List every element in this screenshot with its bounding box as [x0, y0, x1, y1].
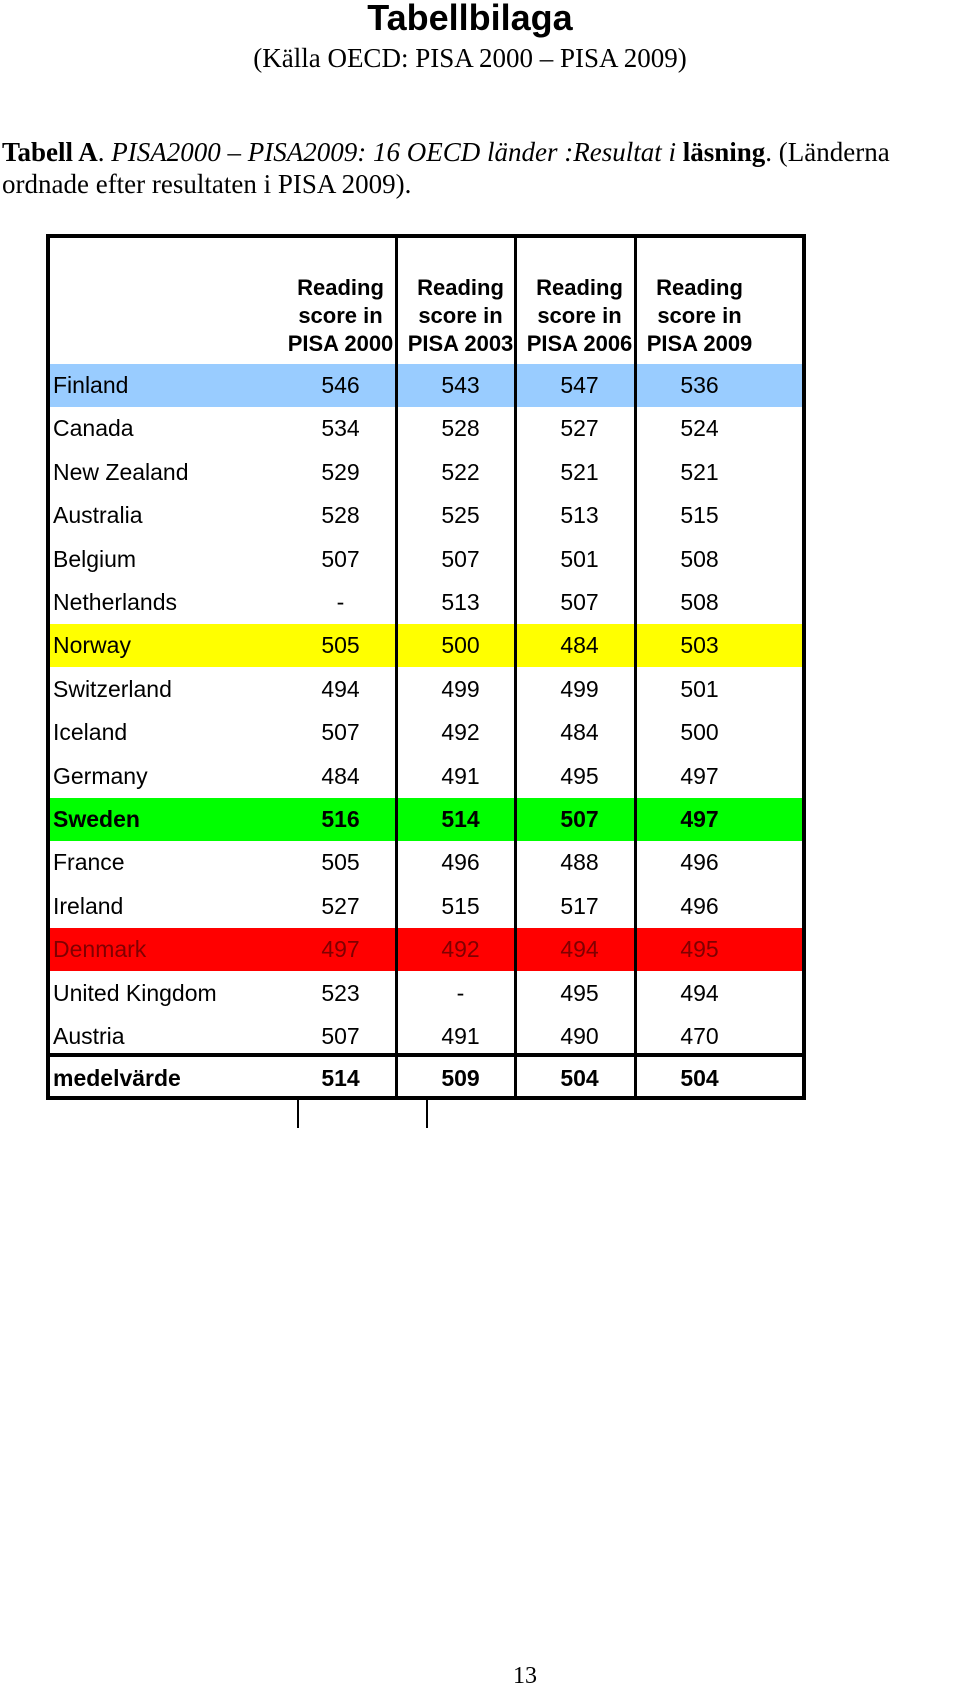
score-cell: 504 [560, 1065, 599, 1091]
caption-separator: . [97, 137, 112, 167]
score-cell: 495 [560, 762, 599, 789]
country-name: Canada [53, 415, 134, 442]
score-cell: 523 [321, 979, 360, 1006]
country-name: Switzerland [53, 675, 172, 702]
score-cell: 521 [560, 458, 599, 485]
reading-scores-table [46, 234, 806, 1100]
country-name: Sweden [53, 806, 140, 832]
country-name: Denmark [53, 936, 147, 963]
score-cell: 497 [680, 762, 719, 789]
score-cell: 496 [680, 892, 719, 919]
caption-italic-text: PISA2000 – PISA2009: 16 OECD länder :Resultat i [111, 137, 683, 167]
column-tick [297, 1100, 299, 1128]
score-cell: 536 [680, 372, 719, 398]
score-cell: 500 [680, 719, 719, 746]
score-cell: 484 [560, 719, 599, 746]
caption-label: Tabell A [2, 137, 98, 167]
score-cell: 507 [321, 1023, 360, 1049]
score-cell: 528 [321, 502, 360, 529]
score-cell: 515 [680, 502, 719, 529]
column-tick [426, 1100, 428, 1128]
score-cell: - [456, 979, 465, 1006]
score-cell: 528 [441, 415, 480, 442]
score-cell: 513 [560, 502, 599, 529]
score-cell: 513 [441, 589, 480, 615]
score-cell: 497 [321, 936, 360, 963]
country-name: Iceland [53, 719, 128, 746]
score-cell: 491 [441, 762, 480, 789]
score-cell: 527 [560, 415, 599, 442]
country-name: Netherlands [53, 589, 178, 615]
score-cell: 516 [321, 806, 360, 832]
country-name: Belgium [53, 545, 137, 572]
country-name: United Kingdom [53, 979, 217, 1006]
score-cell: 501 [680, 675, 719, 702]
score-cell: 507 [321, 545, 360, 572]
score-cell: 529 [321, 458, 360, 485]
column-divider [395, 234, 398, 1100]
table-caption [2, 136, 957, 200]
score-cell: 494 [560, 936, 599, 963]
column-header-pisa-2003: Reading score in PISA 2003 [407, 275, 514, 356]
score-cell: 484 [321, 762, 360, 789]
column-divider [634, 234, 637, 1100]
score-cell: 490 [560, 1023, 599, 1049]
score-cell: 508 [680, 545, 719, 572]
score-cell: 505 [321, 632, 360, 659]
score-cell: 543 [441, 372, 480, 398]
score-cell: 507 [321, 719, 360, 746]
score-cell: 491 [441, 1023, 480, 1049]
country-name: Austria [53, 1023, 125, 1049]
score-cell: 492 [441, 719, 480, 746]
score-cell: 496 [680, 849, 719, 876]
country-name: medelvärde [53, 1065, 181, 1091]
caption-bold-word: läsning [682, 137, 766, 167]
score-cell: 507 [441, 545, 480, 572]
table-border [46, 234, 806, 1100]
score-cell: 534 [321, 415, 360, 442]
score-cell: 507 [560, 806, 599, 832]
score-cell: 514 [441, 806, 480, 832]
source-subtitle: (Källa OECD: PISA 2000 – PISA 2009) [253, 43, 687, 73]
column-header-pisa-2006: Reading score in PISA 2006 [526, 275, 633, 356]
score-cell: 494 [321, 675, 360, 702]
score-cell: 522 [441, 458, 480, 485]
country-name: New Zealand [53, 458, 189, 485]
score-cell: 504 [680, 1065, 719, 1091]
country-name: Australia [53, 502, 143, 529]
score-cell: 488 [560, 849, 599, 876]
country-name: France [53, 849, 125, 876]
score-cell: 503 [680, 632, 719, 659]
score-cell: 515 [441, 892, 480, 919]
column-header-pisa-2000: Reading score in PISA 2000 [287, 275, 394, 356]
score-cell: 492 [441, 936, 480, 963]
score-cell: 496 [441, 849, 480, 876]
average-row-divider [46, 1053, 806, 1057]
score-cell: 514 [321, 1065, 360, 1091]
column-header-pisa-2009: Reading score in PISA 2009 [646, 275, 753, 356]
score-cell: 547 [560, 372, 599, 398]
country-name: Norway [53, 632, 131, 659]
score-cell: 495 [560, 979, 599, 1006]
score-cell: 517 [560, 892, 599, 919]
score-cell: 546 [321, 372, 360, 398]
score-cell: 500 [441, 632, 480, 659]
column-divider [514, 234, 517, 1100]
score-cell: - [336, 589, 345, 615]
caption-rest: . (Länderna ordnade efter resultaten i PISA 2009). [2, 137, 890, 199]
score-cell: 524 [680, 415, 719, 442]
country-name: Germany [53, 762, 148, 789]
score-cell: 499 [560, 675, 599, 702]
score-cell: 497 [680, 806, 719, 832]
score-cell: 509 [441, 1065, 480, 1091]
score-cell: 507 [560, 589, 599, 615]
score-cell: 501 [560, 545, 599, 572]
country-name: Finland [53, 372, 129, 398]
score-cell: 508 [680, 589, 719, 615]
score-cell: 527 [321, 892, 360, 919]
score-cell: 525 [441, 502, 480, 529]
score-cell: 470 [680, 1023, 719, 1049]
score-cell: 484 [560, 632, 599, 659]
score-cell: 499 [441, 675, 480, 702]
score-cell: 505 [321, 849, 360, 876]
page-title: Tabellbilaga [367, 0, 573, 38]
score-cell: 494 [680, 979, 719, 1006]
score-cell: 521 [680, 458, 719, 485]
country-name: Ireland [53, 892, 124, 919]
score-cell: 495 [680, 936, 719, 963]
page-number: 13 [513, 1663, 537, 1689]
